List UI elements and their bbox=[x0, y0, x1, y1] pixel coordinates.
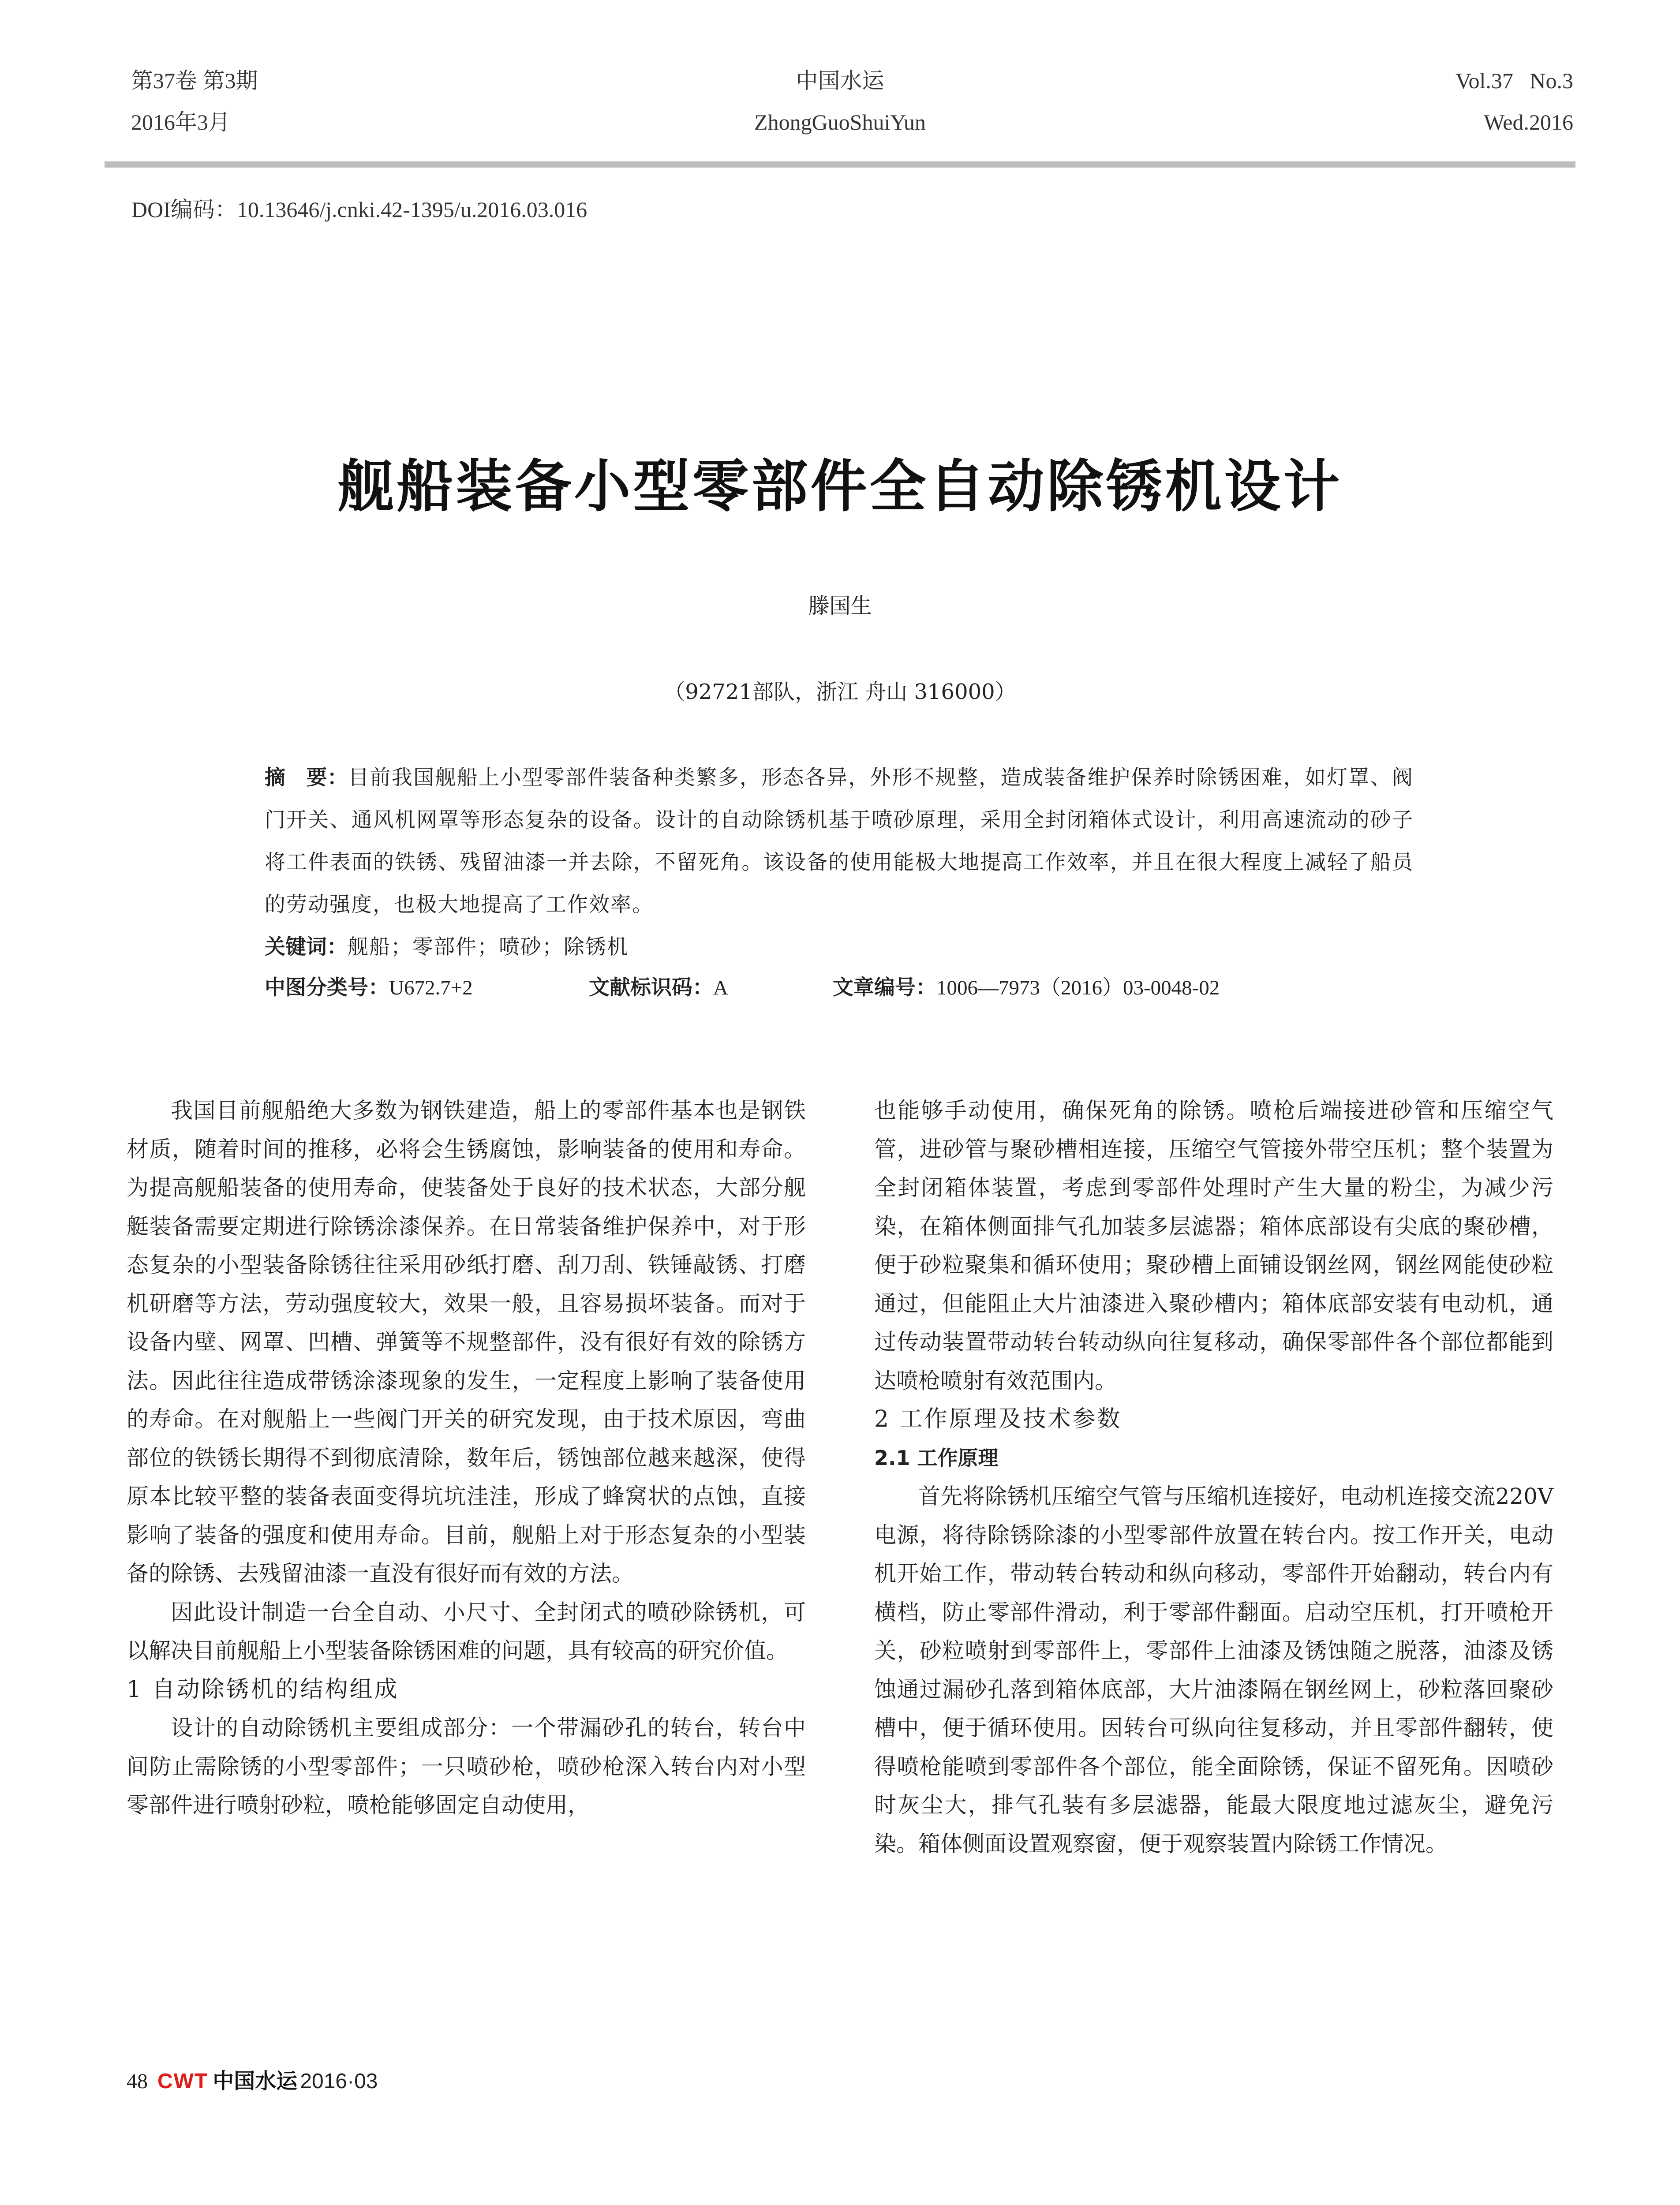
keywords-label: 关键词： bbox=[265, 935, 348, 959]
footer-magazine-name: 中国水运 bbox=[213, 2069, 298, 2093]
doc-code-label: 文献标识码： bbox=[589, 975, 713, 1000]
abstract-text: 目前我国舰船上小型零部件装备种类繁多，形态各异，外形不规整，造成装备维护保养时除锈困难，如灯罩、阀门开关、通风机网罩等形态复杂的设备。设计的自动除锈机基于喷砂原理，采用全封闭箱体式设计，利用高速流动的砂子将工件表面的铁锈、残留油漆一并去除，不留死角。该设备的使用能极大地提高工作效率，并且在很大程度上减轻了船员的劳动强度，也极大地提高了工作效率。 bbox=[265, 766, 1414, 917]
paragraph-structure: 设计的自动除锈机主要组成部分：一个带漏砂孔的转台，转台中间防止需除锈的小型零部件；一只喷砂枪，喷砂枪深入转台内对小型零部件进行喷射砂粒，喷枪能够固定自动使用， bbox=[127, 1715, 806, 1818]
classification-label: 中图分类号： bbox=[265, 975, 389, 1000]
paragraph-structure-cont: 也能够手动使用，确保死角的除锈。喷枪后端接进砂管和压缩空气管，进砂管与聚砂槽相连接，压缩空气管接外带空压机；整个装置为全封闭箱体装置，考虑到零部件处理时产生大量的粉尘，为减少污染，在箱体侧面排气孔加装多层滤器；箱体底部设有尖底的聚砂槽，便于砂粒聚集和循环使用；聚砂槽上面铺设钢丝网，钢丝网能使砂粒通过，但能阻止大片油漆进入聚砂槽内；箱体底部安装有电动机，通过传动装置带动转台转动纵向往复移动，确保零部件各个部位都能到达喷枪喷射有效范围内。 bbox=[874, 1098, 1553, 1394]
header-date: 2016年3月 bbox=[131, 110, 230, 135]
header-vol-no: Vol.37 No.3 bbox=[1455, 68, 1573, 93]
cwt-logo: CWT bbox=[157, 2070, 209, 2093]
paragraph-intro: 我国目前舰船绝大多数为钢铁建造，船上的零部件基本也是钢铁材质，随着时间的推移，必将会生锈腐蚀，影响装备的使用和寿命。为提高舰船装备的使用寿命，使装备处于良好的技术状态，大部分舰艇装备需要定期进行除锈涂漆保养。在日常装备维护保养中，对于形态复杂的小型装备除锈往往采用砂纸打磨、刮刀刮、铁锤敲锈、打磨机研磨等方法，劳动强度较大，效果一般，且容易损坏装备。而对于设备内壁、网罩、凹槽、弹簧等不规整部件，没有很好有效的除锈方法。因此往往造成带锈涂漆现象的发生，一定程度上影响了装备使用的寿命。在对舰船上一些阀门开关的研究发现，由于技术原因，弯曲部位的铁锈长期得不到彻底清除，数年后，锈蚀部位越来越深，使得原本比较平整的装备表面变得坑坑洼洼，形成了蜂窝状的点蚀，直接影响了装备的强度和使用寿命。目前，舰船上对于形态复杂的小型装备的除锈、去残留油漆一直没有很好而有效的方法。 bbox=[127, 1098, 806, 1586]
keywords-text: 舰船；零部件；喷砂；除锈机 bbox=[348, 935, 629, 959]
classification-value: U672.7+2 bbox=[389, 976, 473, 999]
body-left-column bbox=[127, 1091, 806, 1825]
article-no-label: 文章编号： bbox=[833, 975, 936, 1000]
doc-code-line bbox=[589, 967, 728, 1009]
footer-issue: 2016·03 bbox=[300, 2070, 378, 2093]
body-right-column bbox=[874, 1091, 1553, 1863]
header-divider bbox=[105, 161, 1575, 168]
page-number: 48 bbox=[127, 2070, 148, 2093]
header-year: Wed.2016 bbox=[1484, 110, 1573, 135]
paper-author: 滕国生 bbox=[808, 594, 872, 618]
subsection-heading-2-1: 2.1 工作原理 bbox=[874, 1446, 999, 1470]
header-journal-name: 中国水运 bbox=[796, 68, 884, 93]
abstract-label: 摘 要： bbox=[265, 766, 348, 790]
header-journal-pinyin: ZhongGuoShuiYun bbox=[754, 110, 926, 135]
page-footer bbox=[127, 2064, 378, 2094]
paragraph-principle: 首先将除锈机压缩空气管与压缩机连接好，电动机连接交流220V电源，将待除锈除漆的小型零部件放置在转台内。按工作开关，电动机开始工作，带动转台转动和纵向移动，零部件开始翻动，转台内有横档，防止零部件滑动，利于零部件翻面。启动空压机，打开喷枪开关，砂粒喷射到零部件上，零部件上油漆及锈蚀随之脱落，油漆及锈蚀通过漏砂孔落到箱体底部，大片油漆隔在钢丝网上，砂粒落回聚砂槽中，便于循环使用。因转台可纵向往复移动，并且零部件翻转，使得喷枪能喷到零部件各个部位，能全面除锈，保证不留死角。因喷砂时灰尘大，排气孔装有多层滤器，能最大限度地过滤灰尘，避免污染。箱体侧面设置观察窗，便于观察装置内除锈工作情况。 bbox=[874, 1484, 1553, 1857]
keywords-line bbox=[265, 926, 1414, 968]
article-no-value: 1006—7973（2016）03-0048-02 bbox=[936, 976, 1220, 999]
abstract bbox=[265, 757, 1414, 968]
header-volume-issue: 第37卷 第3期 bbox=[131, 68, 258, 93]
section-heading-1: 1 自动除锈机的结构组成 bbox=[127, 1676, 399, 1703]
doi-line: DOI编码：10.13646/j.cnki.42-1395/u.2016.03.016 bbox=[131, 197, 587, 222]
author-affiliation: （92721部队，浙江 舟山 316000） bbox=[664, 680, 1016, 704]
paper-title: 舰船装备小型零部件全自动除锈机设计 bbox=[337, 454, 1343, 519]
doc-code-value: A bbox=[713, 976, 728, 999]
article-no-line bbox=[833, 967, 1220, 1009]
section-heading-2: 2 工作原理及技术参数 bbox=[874, 1406, 1122, 1432]
classification-line bbox=[265, 967, 473, 1009]
paragraph-motivation: 因此设计制造一台全自动、小尺寸、全封闭式的喷砂除锈机，可以解决目前舰船上小型装备除锈困难的问题，具有较高的研究价值。 bbox=[127, 1599, 806, 1663]
